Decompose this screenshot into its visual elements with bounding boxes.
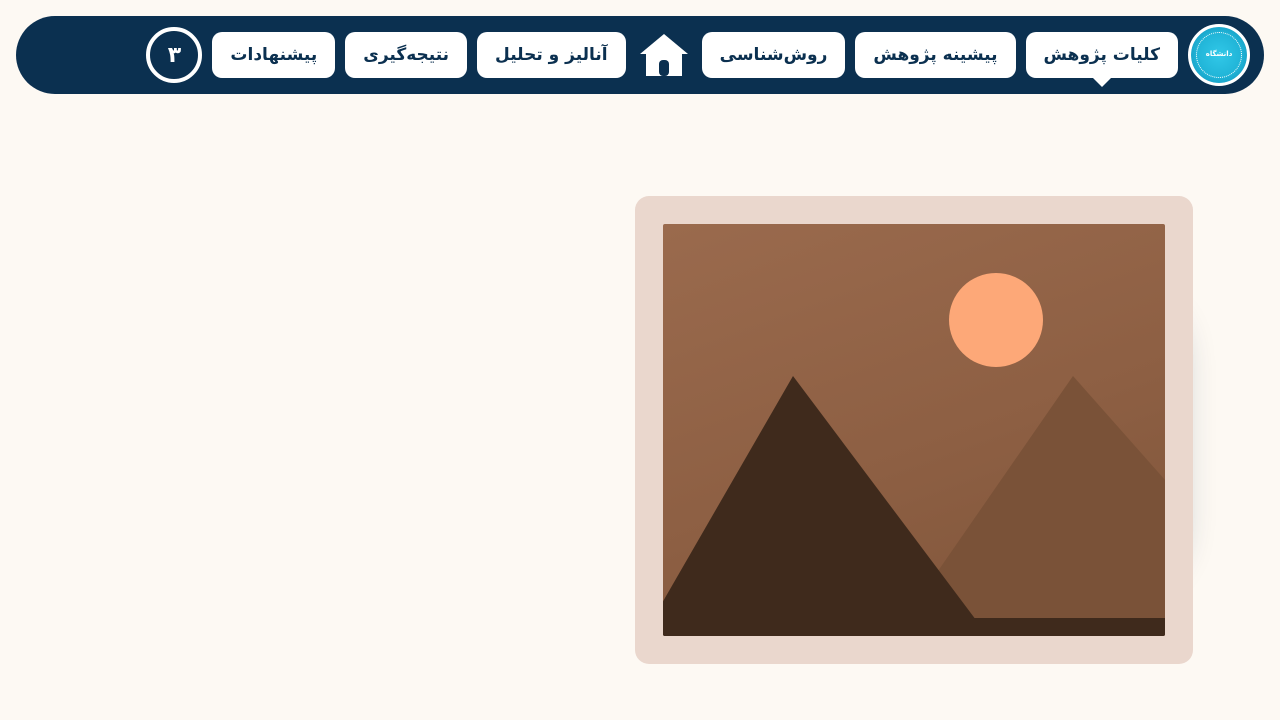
- landscape-illustration: [663, 224, 1165, 636]
- nav-item-label: پیشینه پژوهش: [873, 45, 998, 65]
- nav-item-label: پیشنهادات: [230, 45, 318, 65]
- top-navigation-bar: [16, 16, 1264, 94]
- sun-icon: [949, 273, 1043, 367]
- nav-item-analiz-va-tahlil[interactable]: [477, 32, 626, 78]
- nav-item-natijegiri[interactable]: [345, 32, 467, 78]
- university-seal-text: دانشگاه: [1196, 32, 1242, 78]
- nav-item-pishine-pajuhesh[interactable]: [855, 32, 1015, 78]
- nav-item-label: آنالیز و تحلیل: [495, 45, 608, 65]
- slide-number-badge: ۳: [146, 27, 202, 83]
- nav-item-label: روش‌شناسی: [719, 45, 828, 65]
- nav-item-ravesh-shenasi[interactable]: [702, 32, 846, 78]
- nav-item-pishnahadat[interactable]: [212, 32, 335, 78]
- slide-content: [0, 140, 1280, 720]
- nav-item-label: نتیجه‌گیری: [363, 45, 450, 65]
- image-placeholder-frame: [635, 196, 1193, 664]
- university-seal-logo: [1188, 24, 1250, 86]
- mountain-front-shape: [663, 376, 988, 636]
- nav-item-label: کلیات پژوهش: [1043, 45, 1160, 65]
- ground-shape: [663, 618, 1165, 636]
- home-icon[interactable]: [636, 30, 692, 80]
- nav-item-kolliyat-pajuhesh[interactable]: [1026, 32, 1179, 78]
